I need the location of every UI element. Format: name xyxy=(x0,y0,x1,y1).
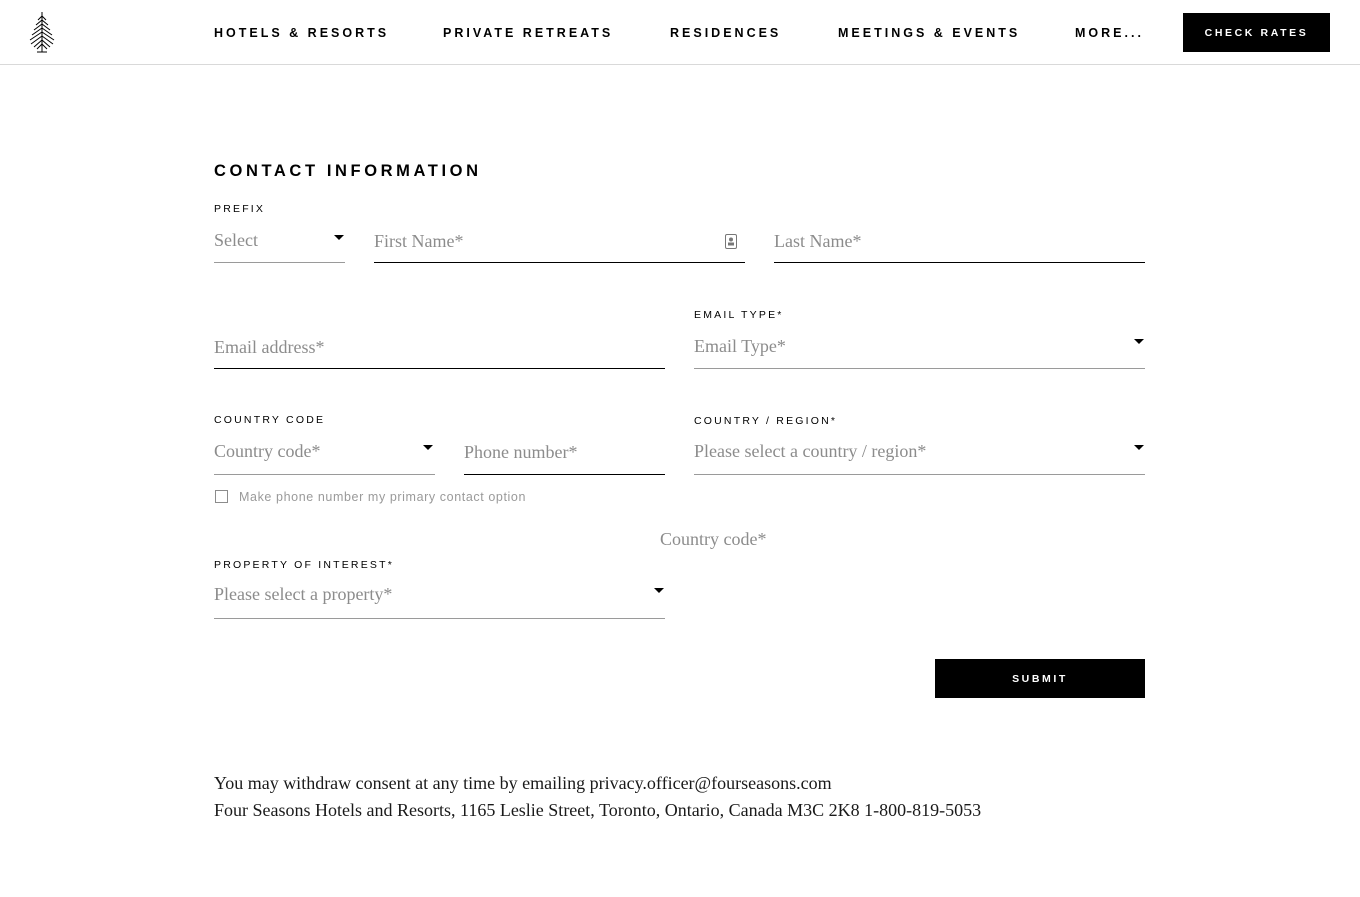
company-address: Four Seasons Hotels and Resorts, 1165 Leslie Street, Toronto, Ontario, Canada M3C 2K8 1-800-819-5053 xyxy=(214,800,982,820)
email-type-label: EMAIL TYPE* xyxy=(694,309,784,321)
phone-placeholder: Phone number* xyxy=(464,442,578,462)
check-rates-button[interactable]: CHECK RATES xyxy=(1183,13,1330,52)
chevron-down-icon xyxy=(1134,445,1144,450)
chevron-down-icon xyxy=(334,235,344,240)
section-title: CONTACT INFORMATION xyxy=(214,162,482,180)
country-region-placeholder: Please select a country / region* xyxy=(694,441,927,461)
tree-logo-icon[interactable] xyxy=(26,10,58,54)
country-region-select[interactable] xyxy=(694,437,1145,475)
last-name-field[interactable] xyxy=(774,225,1145,263)
primary-contact-checkbox[interactable] xyxy=(215,490,228,503)
prefix-placeholder: Select xyxy=(214,230,258,250)
submit-button[interactable]: SUBMIT xyxy=(935,659,1145,698)
property-select[interactable] xyxy=(214,581,665,619)
first-name-placeholder: First Name* xyxy=(374,231,464,251)
prefix-label: PREFIX xyxy=(214,203,266,215)
property-placeholder: Please select a property* xyxy=(214,584,393,604)
consent-text: You may withdraw consent at any time by emailing privacy.officer@fourseasons.com xyxy=(214,773,832,793)
site-header xyxy=(0,0,1360,65)
email-type-placeholder: Email Type* xyxy=(694,336,786,356)
email-placeholder: Email address* xyxy=(214,337,325,357)
email-field[interactable] xyxy=(214,331,665,369)
country-region-label: COUNTRY / REGION* xyxy=(694,415,838,427)
primary-contact-label[interactable]: Make phone number my primary contact option xyxy=(239,490,527,504)
phone-field[interactable] xyxy=(464,437,665,475)
contact-card-icon[interactable] xyxy=(725,234,737,249)
chevron-down-icon xyxy=(1134,339,1144,344)
property-label: PROPERTY OF INTEREST* xyxy=(214,559,395,571)
nav-residences[interactable]: RESIDENCES xyxy=(670,26,782,40)
nav-private-retreats[interactable]: PRIVATE RETREATS xyxy=(443,26,614,40)
chevron-down-icon xyxy=(654,588,664,593)
country-code-label: COUNTRY CODE xyxy=(214,414,326,426)
nav-hotels-resorts[interactable]: HOTELS & RESORTS xyxy=(214,26,390,40)
country-code-select[interactable] xyxy=(214,437,435,475)
chevron-down-icon xyxy=(423,445,433,450)
nav-more[interactable]: MORE... xyxy=(1075,26,1144,40)
last-name-placeholder: Last Name* xyxy=(774,231,862,251)
nav-meetings-events[interactable]: MEETINGS & EVENTS xyxy=(838,26,1021,40)
prefix-select[interactable] xyxy=(214,225,345,263)
country-code-placeholder: Country code* xyxy=(214,441,321,461)
first-name-field[interactable] xyxy=(374,225,745,263)
email-type-select[interactable] xyxy=(694,331,1145,369)
floating-country-code-text: Country code* xyxy=(660,529,767,549)
